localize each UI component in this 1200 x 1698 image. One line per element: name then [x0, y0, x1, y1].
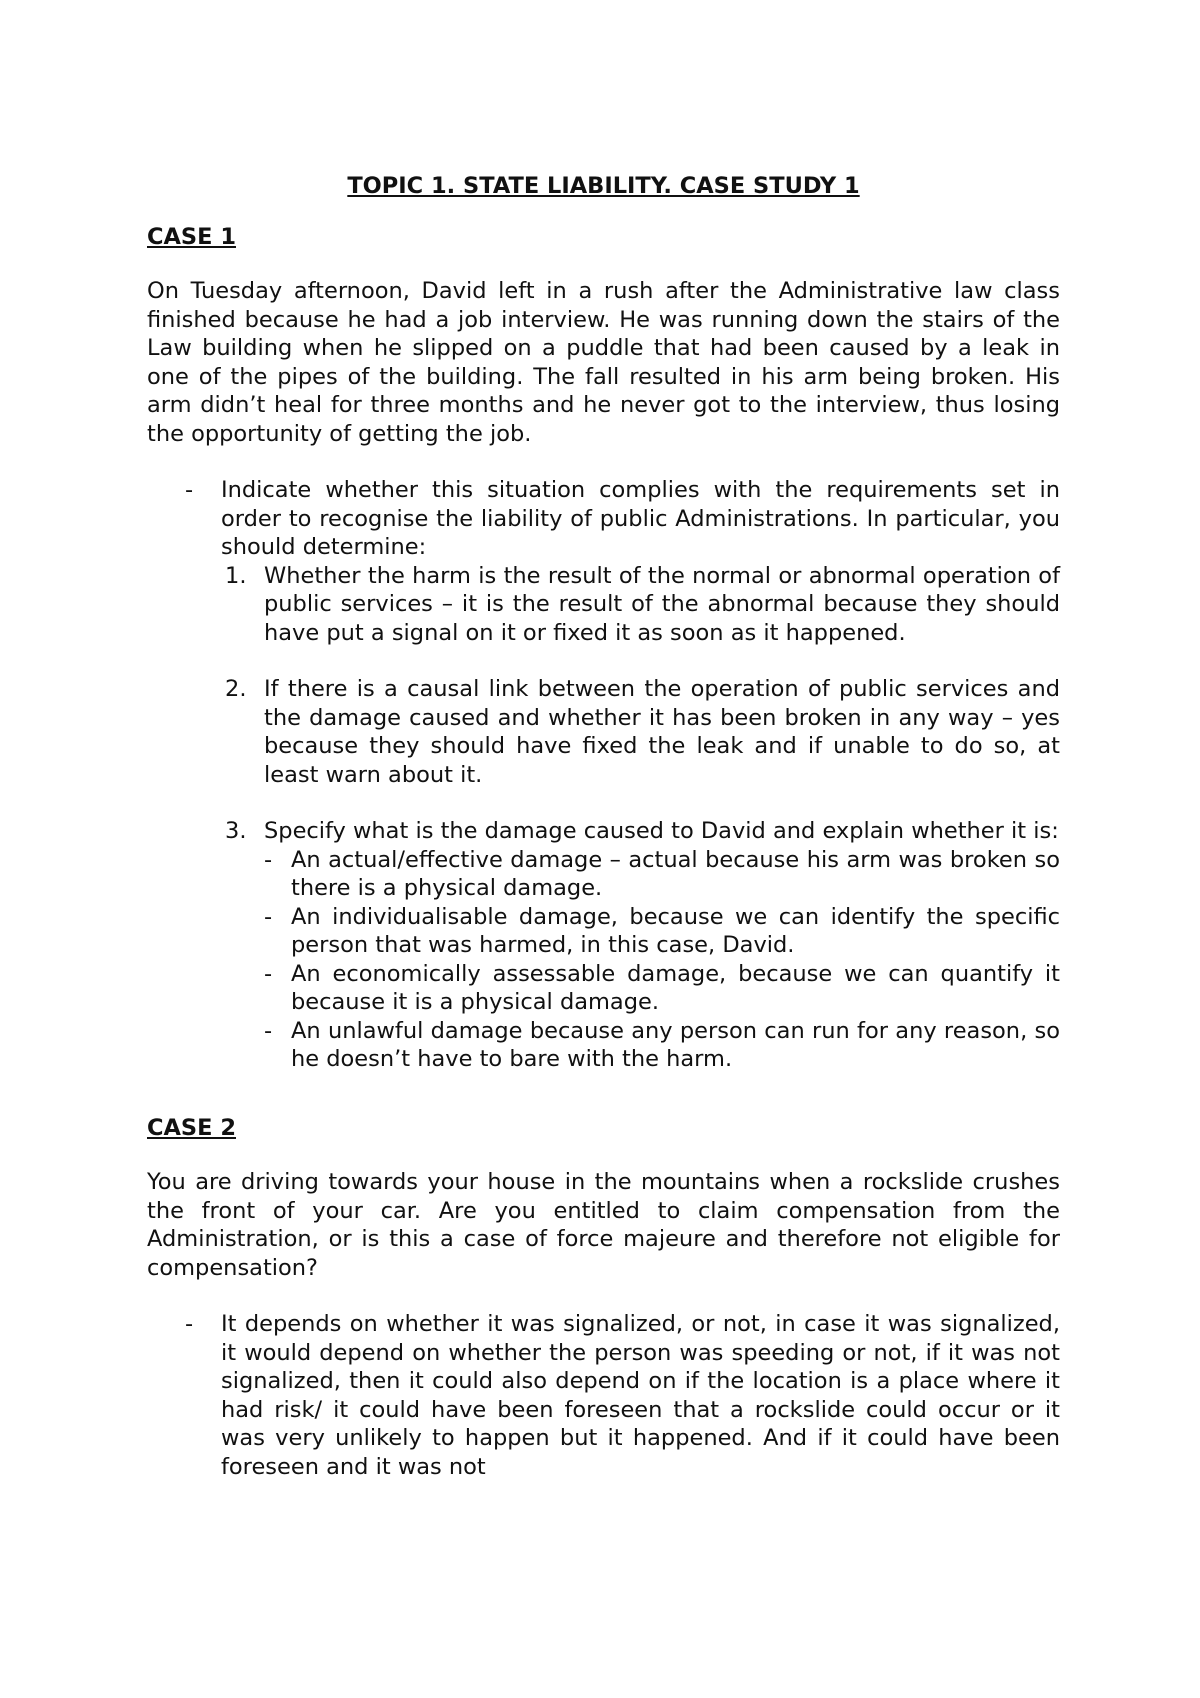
sub-bullet-marker: -: [264, 903, 273, 930]
case-2-paragraph: You are driving towards your house in the mountains when a rockslide crushes the front of your car. Are you entitled to claim compensation from the Administration, or is this a case of force majeure and therefore not eligible for compensation?: [147, 1169, 1060, 1281]
case-1-questions: [147, 476, 1060, 1074]
question-item: [147, 817, 1060, 1074]
document-body: [147, 172, 1060, 1481]
damage-item-text: An economically assessable damage, because we can quantify it because it is a physical damage.: [291, 960, 1060, 1015]
question-item: [147, 675, 1060, 789]
sub-bullet-marker: -: [264, 960, 273, 987]
document-title: TOPIC 1. STATE LIABILITY. CASE STUDY 1: [347, 173, 860, 199]
question-number: 1.: [225, 562, 247, 589]
damage-item-text: An actual/effective damage – actual because his arm was broken so there is a physical damage.: [291, 846, 1060, 901]
damage-item: [264, 903, 1060, 960]
question-text: Specify what is the damage caused to David and explain whether it is:: [264, 818, 1059, 844]
question-number: 2.: [225, 676, 247, 702]
sub-bullet-marker: -: [264, 846, 273, 873]
question-text: If there is a causal link between the operation of public services and the damage caused and whether it has been broken in any way – yes because they should have fixed the leak and if unable to do so, at least warn about it.: [264, 676, 1060, 788]
damage-item-text: An individualisable damage, because we can identify the specific person that was harmed, in this case, David.: [291, 903, 1060, 958]
case-1-heading: CASE 1: [147, 223, 236, 250]
question-text: Whether the harm is the result of the normal or abnormal operation of public services – it is the result of the abnormal because they should have put a signal on it or fixed it as soon as it happened.: [264, 562, 1060, 646]
question-item: [147, 562, 1060, 648]
case-1-paragraph: On Tuesday afternoon, David left in a rush after the Administrative law class finished because he had a job interview. He was running down the stairs of the Law building when he slipped on a puddle that had been caused by a leak in one of the pipes of the building. The fall resulted in his arm being broken. His arm didn’t heal for three months and he never got to the interview, thus losing the opportunity of getting the job.: [147, 278, 1060, 447]
bullet-marker: -: [185, 477, 194, 503]
sub-bullet-marker: -: [264, 1017, 273, 1044]
case-2-bullet-text: It depends on whether it was signalized, or not, in case it was signalized, it would depend on whether the person was speeding or not, if it was not signalized, then it could also depend on if the location is a place where it had risk/ it could have been foreseen that a rockslide could occur or it was very unlikely to happen but it happened. And if it could have been foreseen and it was not: [221, 1311, 1060, 1480]
case-2-heading: CASE 2: [147, 1114, 236, 1141]
damage-item-text: An unlawful damage because any person can run for any reason, so he doesn’t have to bare with the harm.: [291, 1017, 1060, 1072]
bullet-marker: -: [185, 1311, 194, 1337]
case-1-bullet: [147, 476, 1060, 562]
question-number: 3.: [225, 818, 247, 844]
damage-item: [264, 846, 1060, 903]
damage-item: [264, 960, 1060, 1017]
damage-item: [264, 1017, 1060, 1074]
case-1-bullet-text: Indicate whether this situation complies with the requirements set in order to recognise the liability of public Administrations. In particular, you should determine:: [221, 477, 1060, 560]
case-2-bullet: [147, 1310, 1060, 1481]
